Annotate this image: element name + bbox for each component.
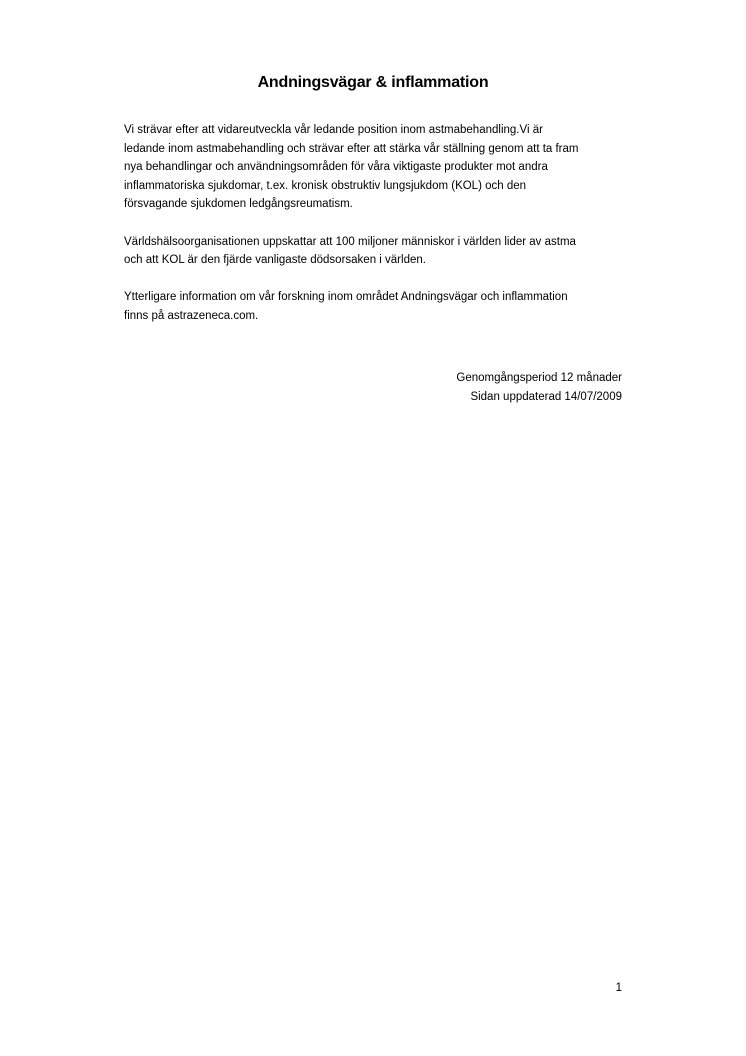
text-line: Vi strävar efter att vidareutveckla vår ledande position inom astmabehandling.Vi är: [124, 124, 543, 136]
text-line: Ytterligare information om vår forskning inom området Andningsvägar och inflammation: [124, 291, 568, 304]
text-line: Världshälsoorganisationen uppskattar att 100 miljoner människor i världen lider av astma: [124, 235, 576, 248]
review-period: Genomgångsperiod 12 månader: [456, 372, 622, 384]
text-line: ledande inom astmabehandling och strävar efter att stärka vår ställning genom att ta fram: [124, 142, 579, 155]
page-number: 1: [615, 982, 622, 994]
text-line: försvagande sjukdomen ledgångsreumatism.: [124, 198, 353, 211]
document-body: [124, 121, 634, 344]
text-line: och att KOL är den fjärde vanligaste dödsorsaken i världen.: [124, 254, 426, 267]
updated-date: Sidan uppdaterad 14/07/2009: [470, 390, 622, 403]
text-line: finns på astrazeneca.com.: [124, 309, 259, 322]
text-line: nya behandlingar och användningsområden för våra viktigaste produkter mot andra: [124, 161, 548, 174]
text-line: inflammatoriska sjukdomar, t.ex. kronisk obstruktiv lungsjukdom (KOL) och den: [124, 179, 527, 192]
paragraph-more-info: [124, 288, 634, 325]
document-meta: [456, 369, 622, 406]
paragraph-who: [124, 233, 634, 270]
paragraph-intro: [124, 121, 634, 214]
page-title: Andningsvägar & inflammation: [257, 74, 489, 91]
